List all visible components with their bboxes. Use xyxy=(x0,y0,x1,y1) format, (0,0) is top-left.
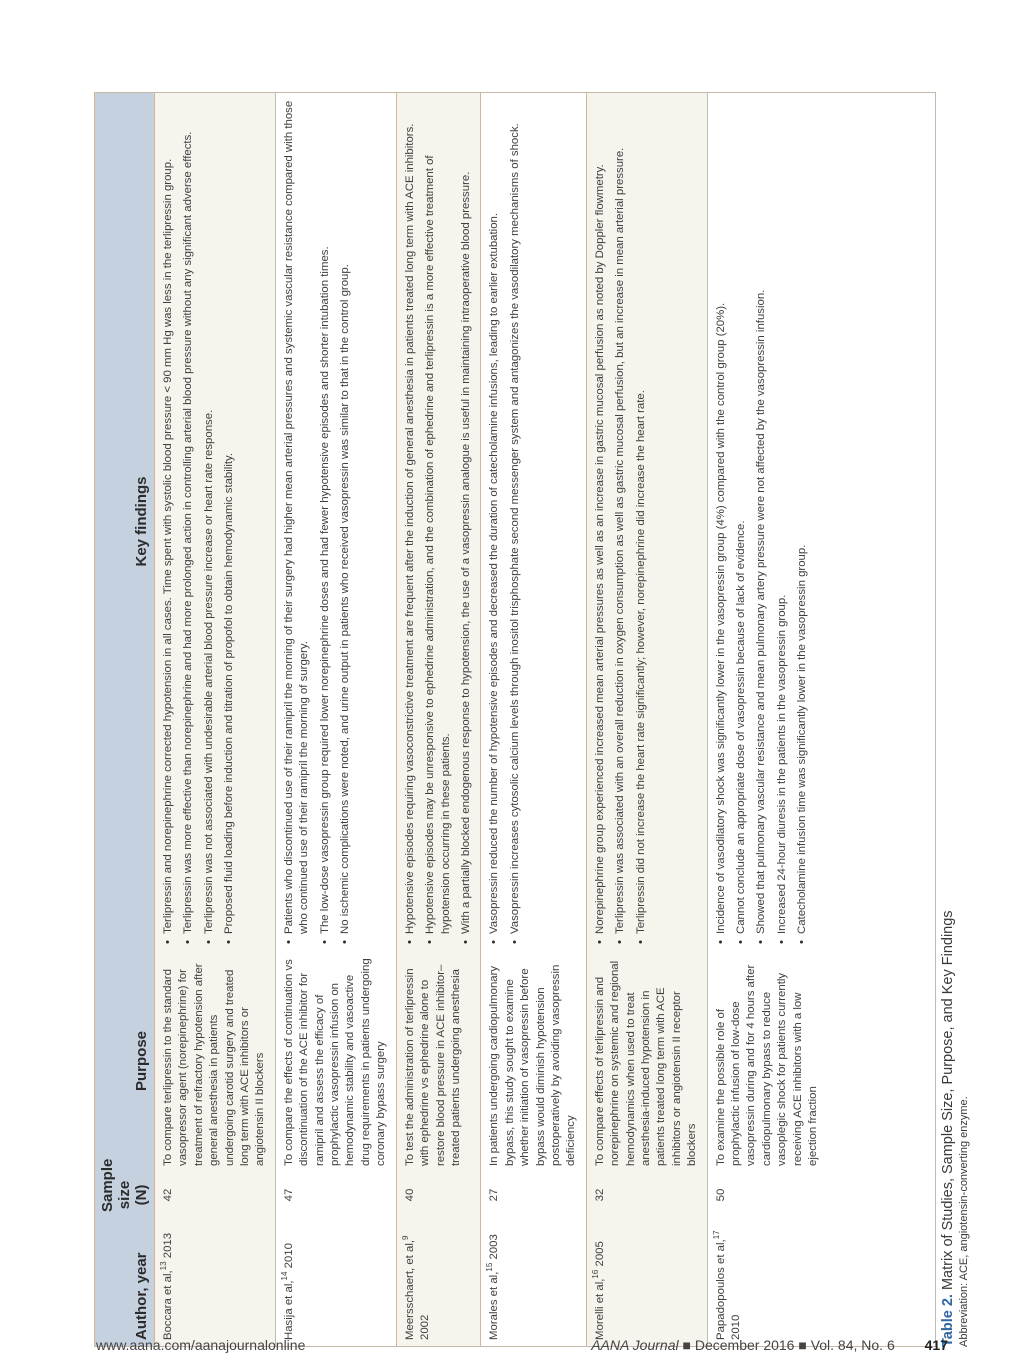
cell-purpose: To examine the possible role of prophylactic infusion of low-dose vasopressin during and for 4 hours after cardiopulmonary bypass to reduce vasoplegic shock for patients currently receiving ACE inhibitors with a low ejection fraction xyxy=(714,964,820,1166)
studies-table xyxy=(94,92,936,1347)
reference-number: 9 xyxy=(400,1235,410,1240)
publication-year: 2013 xyxy=(162,1232,174,1259)
finding-item: • The low-dose vasopressin group required lower norepinephrine doses and had fewer hypotensive episodes and shorter intubation times. xyxy=(318,99,333,934)
reference-number: 17 xyxy=(711,1230,721,1240)
finding-item: • Patients who discontinued use of their ramipril the morning of their surgery had higher mean arterial pressures and systemic vascular resistance compared with those who continued use of their ramipril the morning of surgery. xyxy=(282,99,313,934)
cell-author-year xyxy=(586,1218,707,1346)
cell-sample-size: 47 xyxy=(282,1188,295,1202)
cell-purpose: To compare effects of terlipressin and norepinephrine on systemic and regional hemodynamics when used to treat anesthesia-induced hypotension in patients treated long term with ACE inhibitors or angiotensin II receptor blockers xyxy=(586,950,707,1172)
table-row xyxy=(275,93,396,1346)
header-sample-size: Sample size (N) xyxy=(95,1172,155,1218)
cell-sample-size: 40 xyxy=(396,1172,481,1218)
caption-text: Matrix of Studies, Sample Size, Purpose, and Key Findings xyxy=(940,910,956,1291)
cell-purpose: In patients undergoing cardiopulmonary bypass, this study sought to examine whether initiation of vasopressin before bypass would diminish hypotension postoperatively by avoiding vasopressin deficiency xyxy=(488,964,578,1166)
cell-author-year xyxy=(155,1218,276,1346)
cell-key-findings xyxy=(275,93,396,950)
author-name: Hasija et al, xyxy=(282,1280,295,1340)
finding-item: • Terlipressin was not associated with undesirable arterial blood pressure increase or heart rate response. xyxy=(202,99,217,934)
finding-item: • Increased 24-hour diuresis in the patients in the vasopressin group. xyxy=(775,99,790,934)
author-name: Morales et al, xyxy=(488,1271,501,1340)
table-caption xyxy=(940,910,956,1347)
cell-purpose: To test the administration of terlipressin with ephedrine vs ephedrine alone to restore blood pressure in ACE inhibitor–treated patients undergoing anesthesia xyxy=(396,950,481,1172)
finding-item: • Vasopressin increases cytosolic calcium levels through inositol trisphosphate second messenger system and antagonizes the vasodilatory mechanisms of shock. xyxy=(508,99,523,934)
finding-item: • Hypotensive episodes may be unresponsive to ephedrine administration, and the combination of ephedrine and terlipressin is a more effective treatment of hypotension occurring in these patients. xyxy=(423,99,454,934)
finding-item: • No ischemic complications were noted, and urine output in patients who received vasopressin was similar to that in the control group. xyxy=(338,99,353,934)
finding-item: • Showed that pulmonary vascular resistance and mean pulmonary artery pressure were not affected by the vasopressin infusion. xyxy=(754,99,769,934)
finding-item: • Terlipressin and norepinephrine corrected hypotension in all cases. Time spent with systolic blood pressure < 90 mm Hg was less in the terlipressin group. xyxy=(161,99,176,934)
finding-item: • Vasopressin reduced the number of hypotensive episodes and decreased the duration of catecholamine infusions, leading to earlier extubation. xyxy=(487,99,502,934)
cell-key-findings xyxy=(155,93,276,950)
page-number: 417 xyxy=(924,1337,948,1353)
finding-item: • Proposed fluid loading before induction and titration of propofol to obtain hemodynamic stability. xyxy=(222,99,237,934)
finding-item: • Cannot conclude an appropriate dose of vasopressin because of lack of evidence. xyxy=(734,99,749,934)
footer-citation xyxy=(591,1337,948,1353)
author-name: Morelli et al, xyxy=(593,1278,606,1340)
table-row xyxy=(155,93,276,1346)
reference-number: 13 xyxy=(159,1261,169,1271)
table-row xyxy=(396,93,481,1346)
findings-list xyxy=(403,99,475,944)
findings-list xyxy=(487,99,523,944)
table-header-row xyxy=(95,93,155,1346)
cell-author-year xyxy=(707,1218,827,1346)
cell-purpose: To compare terlipressin to the standard vasopressor agent (norepinephrine) for treatment of refractory hypotension after general anesthesia in patients undergoing carotid surgery and treated long term with ACE inhibitors or angiotensin II blockers xyxy=(155,950,276,1172)
cell-sample-size: 27 xyxy=(488,1188,501,1202)
publication-year: 2003 xyxy=(488,1234,501,1260)
cell-key-findings xyxy=(707,93,827,950)
journal-name: AANA Journal xyxy=(591,1337,679,1353)
reference-number: 15 xyxy=(485,1262,495,1272)
cell-key-findings xyxy=(481,93,586,950)
publication-year: 2010 xyxy=(730,1314,742,1340)
cell-author-year xyxy=(481,1218,586,1346)
finding-item: • Catecholamine infusion time was significantly lower in the vasopressin group. xyxy=(795,99,810,934)
cell-purpose: To compare the effects of continuation vs discontinuation of the ACE inhibitor for ramipril and assess the efficacy of prophylactic vasopressin infusion on hemodynamic stability and vasoactive drug requirements in patients undergoing coronary bypass surgery xyxy=(282,958,388,1166)
reference-number: 14 xyxy=(280,1271,290,1281)
cell-author-year xyxy=(275,1218,396,1346)
finding-item: • Terlipressin was more effective than norepinephrine and had more prolonged action in controlling arterial blood pressure without any significant adverse effects. xyxy=(181,99,196,934)
rotated-table-page xyxy=(82,0,970,1347)
findings-list xyxy=(593,99,649,944)
reference-number: 16 xyxy=(590,1269,600,1279)
journal-url: www.aana.com/aanajournalonline xyxy=(96,1337,306,1353)
publication-year: 2005 xyxy=(593,1241,606,1267)
table-row xyxy=(481,93,586,1346)
cell-key-findings xyxy=(396,93,481,950)
findings-list xyxy=(282,99,354,944)
table-row xyxy=(586,93,707,1346)
findings-list xyxy=(161,99,238,944)
header-author: Author, year xyxy=(95,1218,155,1346)
cell-sample-size: 50 xyxy=(714,1188,727,1202)
cell-key-findings xyxy=(586,93,707,950)
finding-item: • Terlipressin did not increase the heart rate significantly; however, norepinephrine did increase the heart rate. xyxy=(634,99,649,934)
caption-label: Table 2. xyxy=(940,1294,956,1347)
journal-issue: ■ December 2016 ■ Vol. 84, No. 6 xyxy=(682,1337,895,1353)
header-key-findings: Key findings xyxy=(95,93,155,950)
table-row xyxy=(707,93,827,1346)
cell-author-year xyxy=(396,1218,481,1346)
finding-item: • Terlipressin was associated with an overall reduction in oxygen consumption as well as gastric mucosal perfusion, but an increase in mean arterial pressure. xyxy=(613,99,628,934)
author-name: Papadopoulos et al, xyxy=(714,1239,727,1340)
author-name: Meersschaert, et al, xyxy=(403,1239,416,1340)
author-name: Boccara et al, xyxy=(162,1270,174,1340)
header-purpose: Purpose xyxy=(95,950,155,1172)
cell-sample-size: 42 xyxy=(155,1172,276,1218)
finding-item: • Hypotensive episodes requiring vasoconstrictive treatment are frequent after the induction of general anesthesia in patients treated long term with ACE inhibitors. xyxy=(403,99,418,934)
finding-item: • Incidence of vasodilatory shock was significantly lower in the vasopressin group (4%) compared with the control group (20%). xyxy=(714,99,729,934)
abbreviation-note: Abbreviation: ACE, angiotensin-converting enzyme. xyxy=(958,1096,970,1347)
findings-list xyxy=(714,99,811,944)
finding-item: • With a partially blocked endogenous response to hypotension, the use of a vasopressin analogue is useful in maintaining intraoperative blood pressure. xyxy=(459,99,474,934)
cell-sample-size: 32 xyxy=(586,1172,707,1218)
finding-item: • Norepinephrine group experienced increased mean arterial pressures as well as an increase in gastric mucosal perfusion as noted by Doppler flowmetry. xyxy=(593,99,608,934)
publication-year: 2002 xyxy=(419,1314,432,1340)
publication-year: 2010 xyxy=(282,1243,295,1269)
